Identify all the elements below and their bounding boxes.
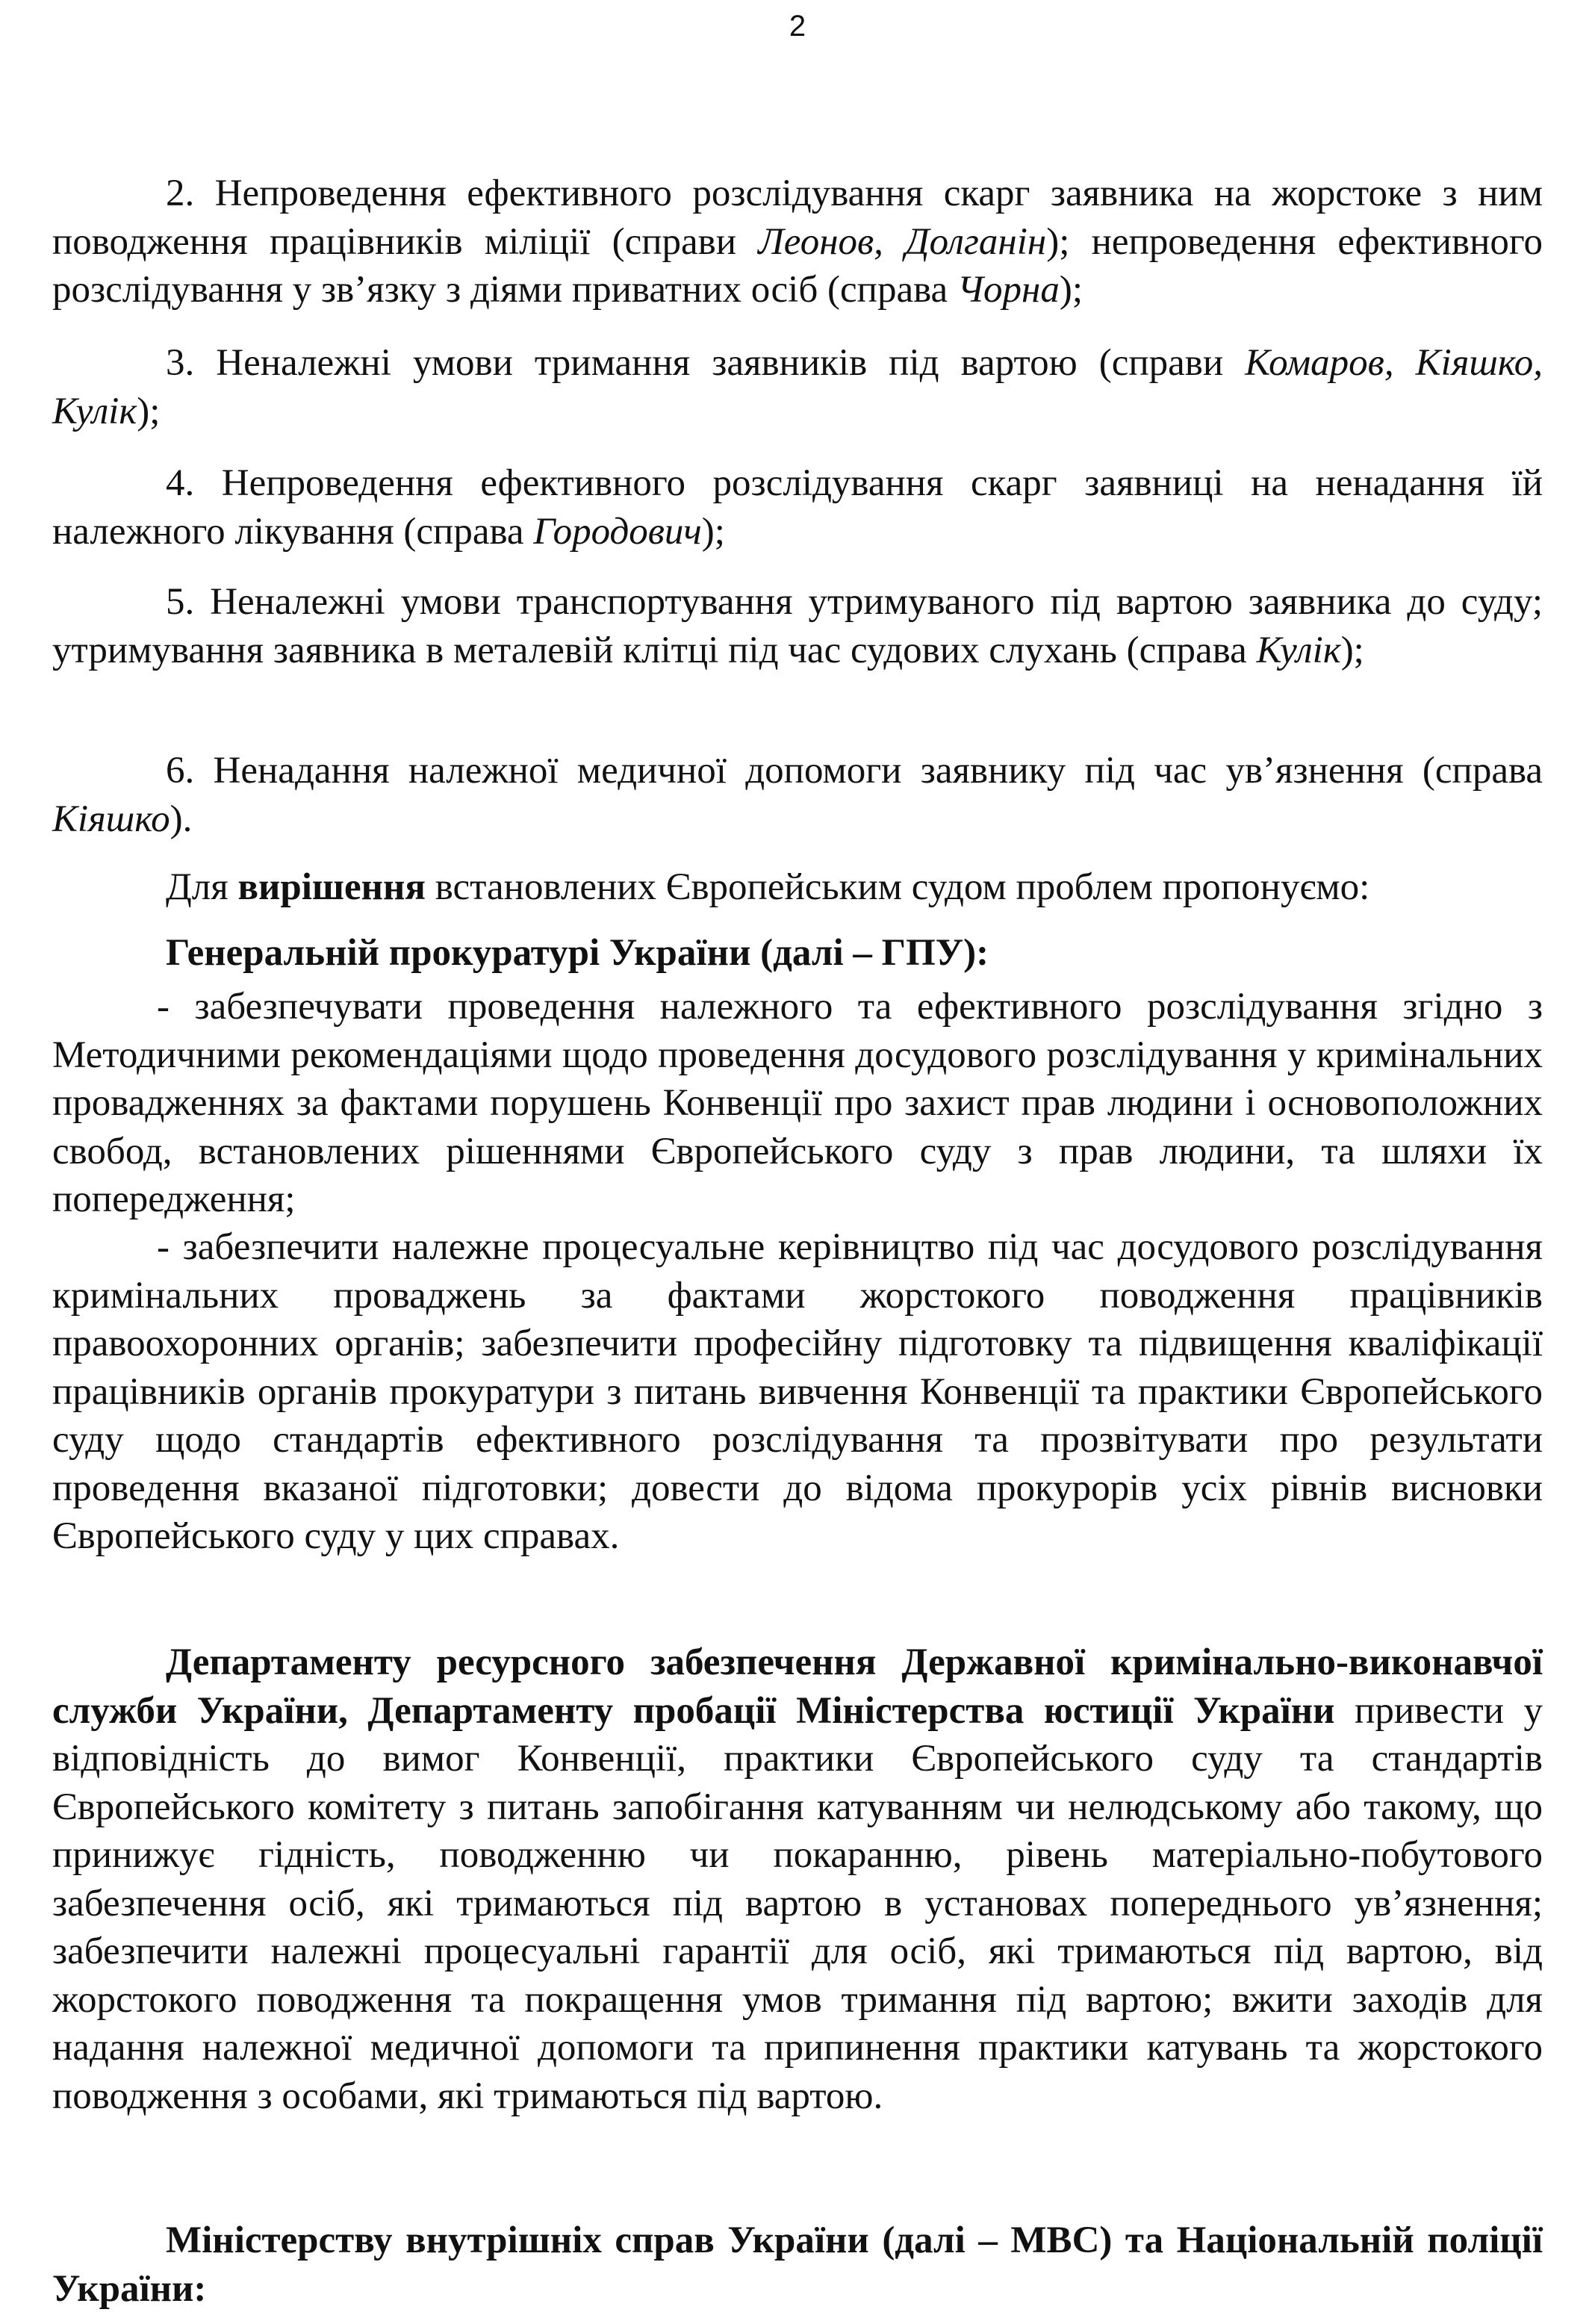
dept-paragraph: Департаменту ресурсного забезпечення Державної кримінально-виконавчої служби України, Департаменту пробації Міністерства юстиції України привести у відповідність до вимог Конвенції, практики Європейського суду та стандартів Європейського комітету з питань запобігання катуванням чи нелюдському або такому, що принижує гідність, поводженню чи покаранню, рівень матеріально-побутового забезпечення осіб, які тримаються під вартою в установах попереднього ув’язнення; забезпечити належні процесуальні гарантії для осіб, які тримаються під вартою, від жорстокого поводження та покращення умов тримання під вартою; вжити заходів для надання належної медичної допомоги та припинення практики катувань та жорстокого поводження з особами, які тримаються під вартою. xyxy=(52,1641,1543,2117)
page-number: 2 xyxy=(789,10,806,43)
item-3: 3. Неналежні умови тримання заявників під вартою (справи Комаров, Кіяшко, Кулік); xyxy=(52,342,1543,432)
proposal-intro: Для вирішення встановлених Європейським судом проблем пропонуємо: xyxy=(166,866,1370,908)
item-2: 2. Непроведення ефективного розслідування скарг заявника на жорстоке з ним поводження працівників міліції (справи Леонов, Долганін); непроведення ефективного розслідування у зв’язку з діями приватних осіб (справа Чорна); xyxy=(52,173,1543,311)
gpu-bullet-1: - забезпечувати проведення належного та ефективного розслідування згідно з Методичними рекомендаціями щодо проведення досудового розслідування у кримінальних провадженнях за фактами порушень Конвенції про захист прав людини і основоположних свобод, встановлених рішеннями Європейського суду з прав людини, та шляхи їх попередження; xyxy=(52,986,1543,1220)
item-6: 6. Ненадання належної медичної допомоги заявнику під час ув’язнення (справа Кіяшко). xyxy=(52,750,1543,840)
gpu-heading: Генеральній прокуратурі України (далі – ГПУ): xyxy=(166,932,989,974)
item-4: 4. Непроведення ефективного розслідування скарг заявниці на ненадання їй належного лікування (справа Городович); xyxy=(52,462,1543,553)
mvs-heading: Міністерству внутрішніх справ України (далі – МВС) та Національній поліції України: xyxy=(52,2219,1543,2310)
gpu-bullet-2: - забезпечити належне процесуальне керівництво під час досудового розслідування кримінальних проваджень за фактами жорстокого поводження працівників правоохоронних органів; забезпечити професійну підготовку та підвищення кваліфікації працівників органів прокуратури з питань вивчення Конвенції та практики Європейського суду щодо стандартів ефективного розслідування та прозвітувати про результати проведення вказаної підготовки; довести до відома прокурорів усіх рівнів висновки Європейського суду у цих справах. xyxy=(52,1226,1543,1557)
item-5: 5. Неналежні умови транспортування утримуваного під вартою заявника до суду; утримування заявника в металевій клітці під час судових слухань (справа Кулік); xyxy=(52,581,1543,671)
